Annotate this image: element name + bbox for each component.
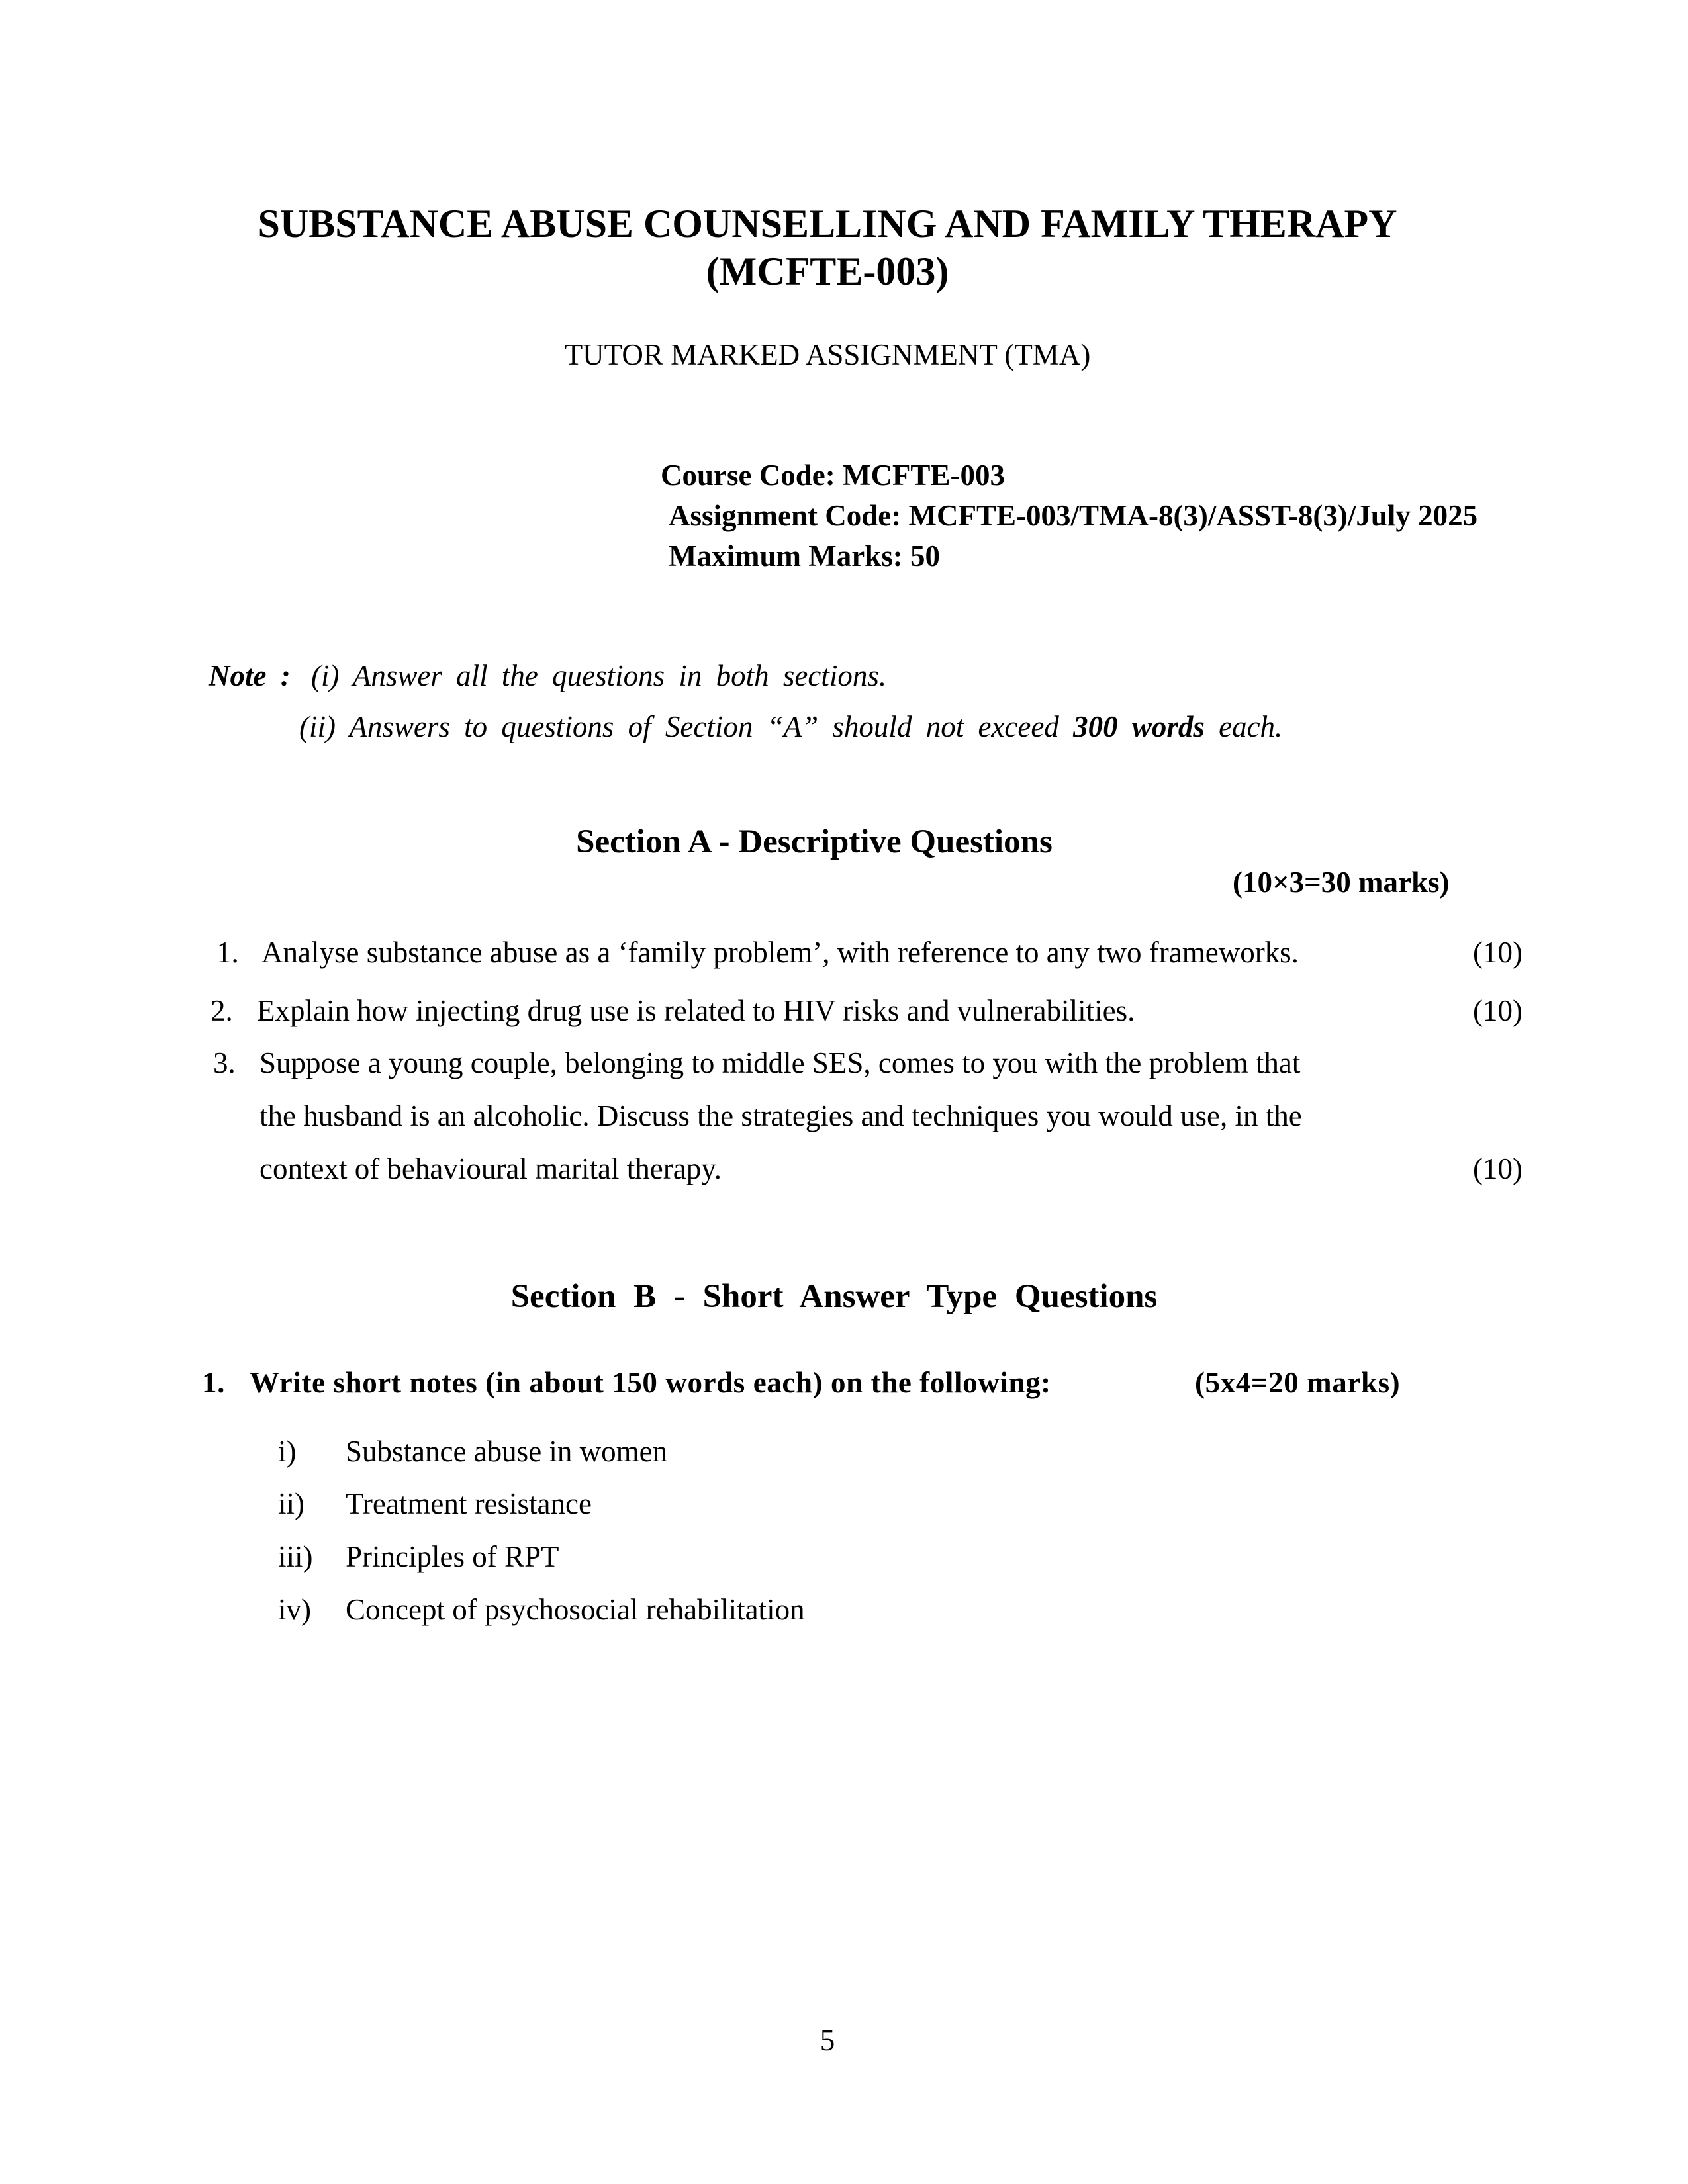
note-label-text: Note: [209, 659, 267, 692]
question-b1-text: Write short notes (in about 150 words each) on the following:: [250, 1366, 1051, 1399]
question-a3-line-1: Suppose a young couple, belonging to middle SES, comes to you with the problem that: [259, 1046, 1301, 1079]
question-a3-marks: (10): [1473, 1152, 1523, 1185]
note-label: [209, 657, 291, 694]
short-note-text-4: Concept of psychosocial rehabilitation: [346, 1593, 805, 1626]
short-note-number-1: i): [278, 1435, 297, 1468]
question-b1-number: 1.: [202, 1366, 225, 1399]
question-a2-number: 2.: [211, 994, 233, 1027]
assignment-type-subtitle: TUTOR MARKED ASSIGNMENT (TMA): [564, 338, 1091, 371]
section-a-marks: (10×3=30 marks): [1233, 866, 1450, 899]
note-colon: :: [280, 659, 291, 692]
question-a1-text: Analyse substance abuse as a ‘family problem’, with reference to any two frameworks.: [261, 936, 1299, 969]
page-title-line-1: SUBSTANCE ABUSE COUNSELLING AND FAMILY THERAPY: [258, 202, 1397, 246]
note-point-2-bold: 300 words: [1073, 710, 1205, 743]
page-number: 5: [820, 2024, 835, 2057]
question-a2-marks: (10): [1473, 994, 1523, 1027]
section-b-heading: Section B - Short Answer Type Questions: [510, 1278, 1158, 1315]
question-b1-marks: (5x4=20 marks): [1195, 1366, 1401, 1399]
short-note-text-1: Substance abuse in women: [346, 1435, 668, 1468]
note-point-1: (i) Answer all the questions in both sections.: [311, 659, 887, 692]
question-a2-text: Explain how injecting drug use is related to HIV risks and vulnerabilities.: [257, 994, 1135, 1027]
question-a3-line-2: the husband is an alcoholic. Discuss the strategies and techniques you would use, in the: [259, 1099, 1302, 1132]
note-point-2-start: (ii) Answers to questions of Section “A” should not exceed: [299, 710, 1074, 743]
question-a1-number: 1.: [216, 936, 239, 969]
short-note-number-4: iv): [278, 1593, 311, 1626]
course-code: Course Code: MCFTE-003: [661, 459, 1005, 492]
note-point-2: [299, 708, 1282, 745]
question-a3-line-3: context of behavioural marital therapy.: [259, 1152, 722, 1185]
short-note-number-3: iii): [278, 1540, 313, 1573]
question-a3-number: 3.: [213, 1046, 236, 1079]
short-note-number-2: ii): [278, 1487, 305, 1520]
assignment-code: Assignment Code: MCFTE-003/TMA-8(3)/ASST-8(3)/July 2025: [669, 499, 1478, 532]
question-a1-marks: (10): [1473, 936, 1523, 969]
maximum-marks: Maximum Marks: 50: [669, 539, 940, 572]
section-a-heading: Section A - Descriptive Questions: [576, 823, 1053, 860]
short-note-text-2: Treatment resistance: [346, 1487, 592, 1520]
note-point-2-end: each.: [1204, 710, 1283, 743]
short-note-text-3: Principles of RPT: [346, 1540, 559, 1573]
page-title-line-2: (MCFTE-003): [706, 250, 949, 293]
